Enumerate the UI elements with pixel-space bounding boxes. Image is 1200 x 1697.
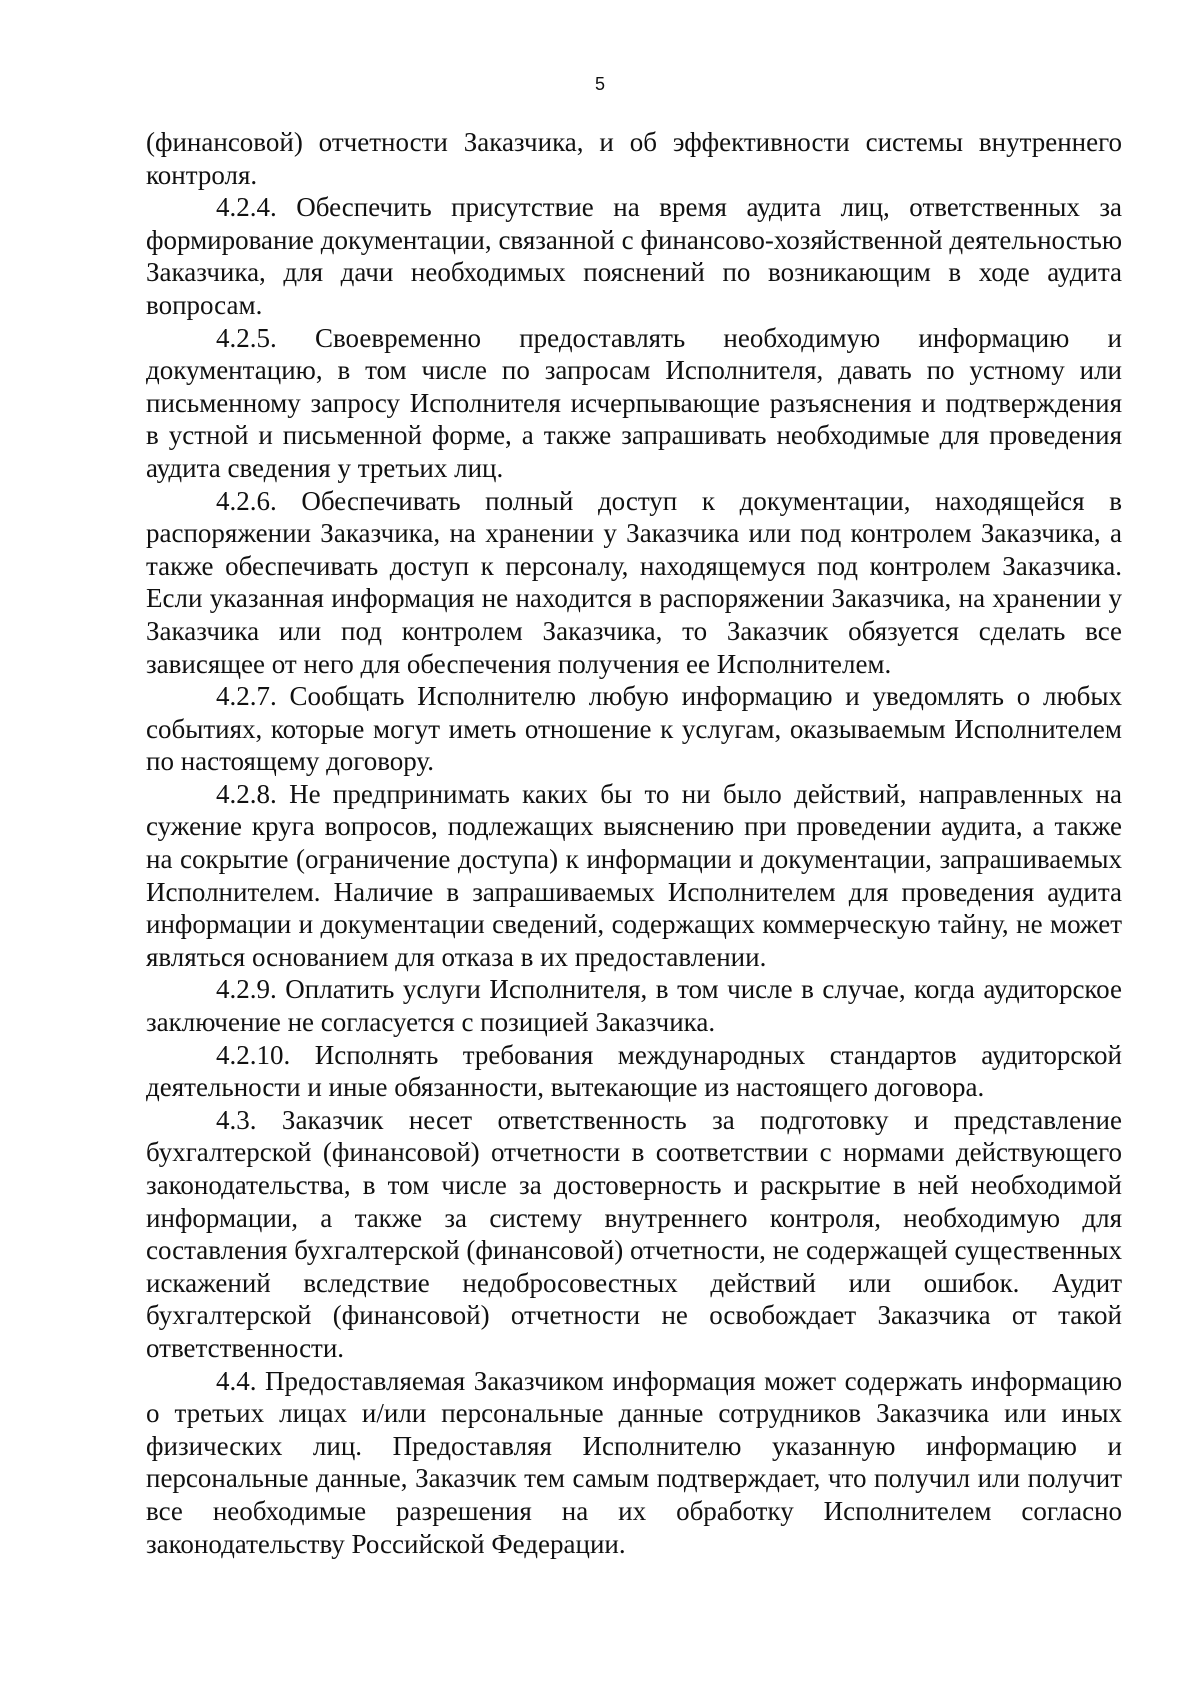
paragraph-4-3: 4.3. Заказчик несет ответственность за подготовку и представление бухгалтерской (финансовой) отчетности в соответствии с нормами действующего законодательства, в том числе за достоверность и раскрытие в ней необходимой информации, а также за систему внутреннего контроля, необходимую для составления бухгалтерской (финансовой) отчетности, не содержащей существенных искажений вследствие недобросовестных действий или ошибок. Аудит бухгалтерской (финансовой) отчетности не освобождает Заказчика от такой ответственности. — [146, 1104, 1122, 1363]
paragraph-4-2-7: 4.2.7. Сообщать Исполнителю любую информацию и уведомлять о любых событиях, которые могут иметь отношение к услугам, оказываемым Исполнителем по настоящему договору. — [146, 681, 1122, 777]
paragraph-4-2-10: 4.2.10. Исполнять требования международных стандартов аудиторской деятельности и иные обязанности, вытекающие из настоящего договора. — [146, 1039, 1122, 1103]
paragraph-4-2-8: 4.2.8. Не предпринимать каких бы то ни было действий, направленных на сужение круга вопросов, подлежащих выяснению при проведении аудита, а также на сокрытие (ограничение доступа) к информации и документации, запрашиваемых Исполнителем. Наличие в запрашиваемых Исполнителем для проведения аудита информации и документации сведений, содержащих коммерческую тайну, не может являться основанием для отказа в их предоставлении. — [146, 778, 1122, 972]
paragraph-4-2-5: 4.2.5. Своевременно предоставлять необходимую информацию и документацию, в том числе по запросам Исполнителя, давать по устному или письменному запросу Исполнителя исчерпывающие разъяснения и подтверждения в устной и письменной форме, а также запрашивать необходимые для проведения аудита сведения у третьих лиц. — [146, 322, 1122, 483]
paragraph-4-2-6: 4.2.6. Обеспечивать полный доступ к документации, находящейся в распоряжении Заказчика, на хранении у Заказчика или под контролем Заказчика, а также обеспечивать доступ к персоналу, находящемуся под контролем Заказчика. Если указанная информация не находится в распоряжении Заказчика, на хранении у Заказчика или под контролем Заказчика, то Заказчик обязуется сделать все зависящее от него для обеспечения получения ее Исполнителем. — [146, 485, 1122, 679]
page-number: 5 — [594, 74, 605, 94]
paragraph-continuation: (финансовой) отчетности Заказчика, и об эффективности системы внутреннего контроля. — [146, 127, 1122, 190]
document-body — [146, 126, 1122, 1560]
paragraph-4-2-9: 4.2.9. Оплатить услуги Исполнителя, в том числе в случае, когда аудиторское заключение не согласуется с позицией Заказчика. — [146, 974, 1122, 1038]
paragraph-4-2-4: 4.2.4. Обеспечить присутствие на время аудита лиц, ответственных за формирование документации, связанной с финансово-хозяйственной деятельностью Заказчика, для дачи необходимых пояснений по возникающим в ходе аудита вопросам. — [146, 192, 1122, 320]
paragraph-4-4: 4.4. Предоставляемая Заказчиком информация может содержать информацию о третьих лицах и/или персональные данные сотрудников Заказчика или иных физических лиц. Предоставляя Исполнителю указанную информацию и персональные данные, Заказчик тем самым подтверждает, что получил или получит все необходимые разрешения на их обработку Исполнителем согласно законодательству Российской Федерации. — [146, 1365, 1122, 1559]
